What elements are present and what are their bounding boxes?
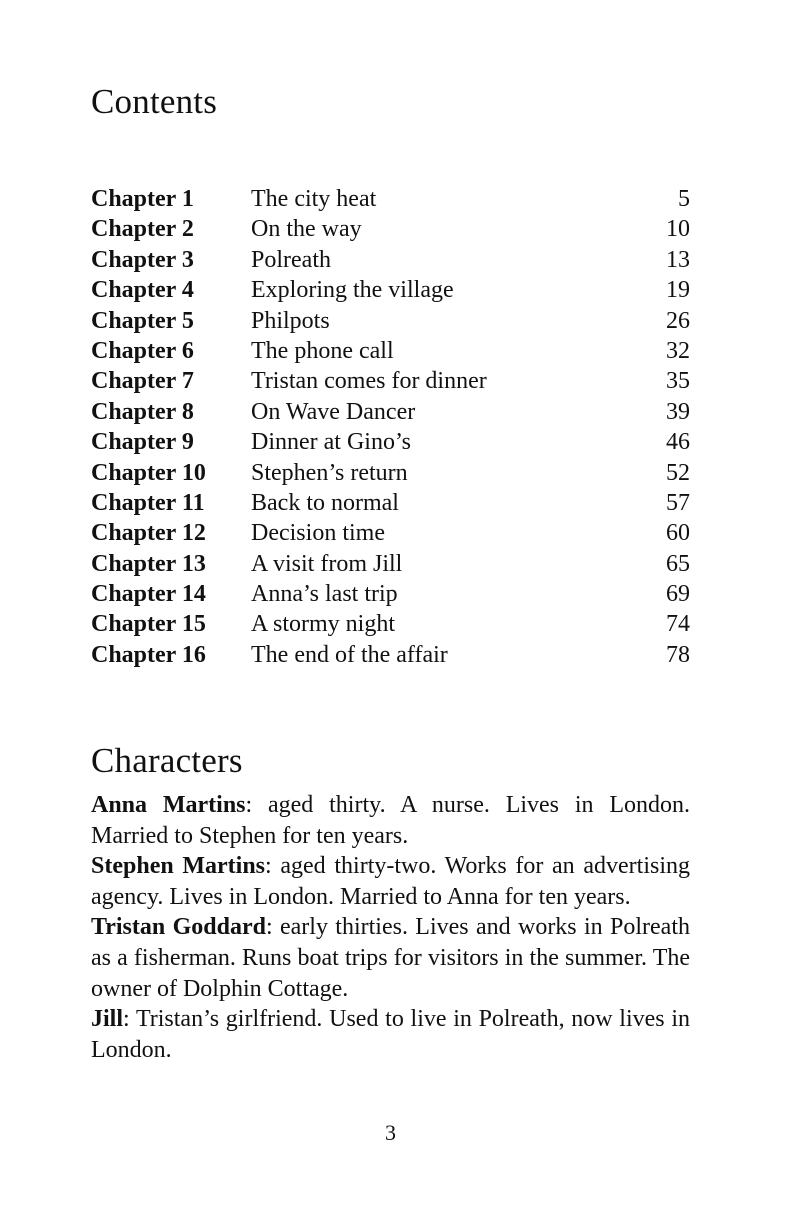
toc-chapter-label: Chapter 2: [91, 216, 194, 243]
character-name: Jill: [91, 1006, 124, 1033]
toc-page-number: 52: [666, 459, 690, 486]
toc-chapter-title: The phone call: [251, 337, 394, 364]
toc-page-number: 5: [678, 186, 690, 212]
toc-row: [91, 336, 690, 366]
toc-chapter-label: Chapter 3: [91, 246, 194, 273]
toc-row: [91, 184, 690, 214]
toc-page-number: 57: [666, 489, 690, 516]
toc-page-number: 35: [666, 368, 690, 395]
character-description: : aged thirty. A nurse. Lives in London. Married to Stephen for ten years.: [91, 792, 690, 849]
toc-row: [91, 518, 690, 548]
toc-chapter-title: A visit from Jill: [251, 550, 403, 577]
toc-chapter-title: Exploring the village: [251, 277, 454, 304]
toc-page-number: 10: [666, 216, 690, 243]
toc-chapter-title: Back to normal: [251, 489, 399, 516]
toc-page-number: 69: [666, 581, 690, 608]
toc-row: [91, 488, 690, 518]
toc-row: [91, 579, 690, 609]
toc-row: [91, 366, 690, 396]
toc-page-number: 78: [666, 641, 690, 668]
toc-chapter-title: On the way: [251, 216, 362, 243]
toc-row: [91, 549, 690, 579]
toc-row: [91, 306, 690, 336]
toc-row: [91, 458, 690, 488]
character-description: : Tristan’s girlfriend. Used to live in Polreath, now lives in London.: [91, 1006, 690, 1063]
toc-chapter-label: Chapter 16: [91, 641, 206, 668]
toc-row: [91, 245, 690, 275]
toc-chapter-title: Decision time: [251, 520, 385, 547]
toc-page-number: 60: [666, 520, 690, 547]
toc-chapter-title: Philpots: [251, 307, 330, 334]
toc-chapter-title: Stephen’s return: [251, 459, 408, 486]
toc-chapter-label: Chapter 13: [91, 550, 206, 577]
character-entry: [91, 912, 690, 1004]
toc-chapter-label: Chapter 12: [91, 520, 206, 547]
book-page: [91, 0, 690, 1227]
character-list: [91, 790, 690, 1065]
toc-chapter-title: The end of the affair: [251, 641, 448, 668]
toc-row: [91, 609, 690, 639]
character-entry: [91, 790, 690, 851]
toc-chapter-label: Chapter 7: [91, 368, 194, 395]
toc-chapter-label: Chapter 1: [91, 186, 194, 212]
toc-chapter-label: Chapter 14: [91, 581, 206, 608]
character-entry: [91, 1004, 690, 1065]
toc-chapter-label: Chapter 4: [91, 277, 194, 304]
character-description: : early thirties. Lives and works in Polreath as a fisherman. Runs boat trips for visitors in the summer. The owner of Dolphin Cottage.: [91, 914, 691, 1002]
toc-row: [91, 275, 690, 305]
toc-page-number: 65: [666, 550, 690, 577]
toc-chapter-label: Chapter 10: [91, 459, 206, 486]
character-name: Stephen Martins: [91, 853, 266, 880]
toc-chapter-title: Dinner at Gino’s: [251, 429, 411, 456]
character-name: Anna Martins: [91, 792, 246, 818]
toc-row: [91, 427, 690, 457]
toc-chapter-label: Chapter 15: [91, 611, 206, 638]
toc-chapter-title: Anna’s last trip: [251, 581, 398, 608]
characters-heading: Characters: [91, 741, 243, 780]
toc-chapter-title: Tristan comes for dinner: [251, 368, 487, 395]
character-name: Tristan Goddard: [91, 914, 266, 941]
toc-chapter-label: Chapter 5: [91, 307, 194, 334]
contents-heading: Contents: [91, 82, 218, 121]
toc-chapter-title: On Wave Dancer: [251, 398, 416, 425]
toc-page-number: 39: [666, 398, 690, 425]
character-description: : aged thirty-two. Works for an advertising agency. Lives in London. Married to Anna for ten years.: [91, 853, 690, 910]
toc-row: [91, 640, 690, 670]
toc-chapter-label: Chapter 6: [91, 337, 194, 364]
toc-chapter-title: Polreath: [251, 246, 331, 273]
toc-chapter-title: The city heat: [251, 186, 377, 212]
toc-chapter-title: A stormy night: [251, 611, 396, 638]
toc-page-number: 13: [666, 246, 690, 273]
toc-page-number: 26: [666, 307, 690, 334]
page-number: 3: [385, 1120, 396, 1145]
toc-page-number: 19: [666, 277, 690, 304]
toc-chapter-label: Chapter 8: [91, 398, 194, 425]
toc-chapter-label: Chapter 9: [91, 429, 194, 456]
toc-chapter-label: Chapter 11: [91, 489, 205, 516]
toc-page-number: 46: [666, 429, 690, 456]
toc-page-number: 74: [666, 611, 690, 638]
toc-page-number: 32: [666, 337, 690, 364]
character-entry: [91, 851, 690, 912]
table-of-contents: [91, 184, 690, 670]
toc-row: [91, 397, 690, 427]
toc-row: [91, 214, 690, 244]
